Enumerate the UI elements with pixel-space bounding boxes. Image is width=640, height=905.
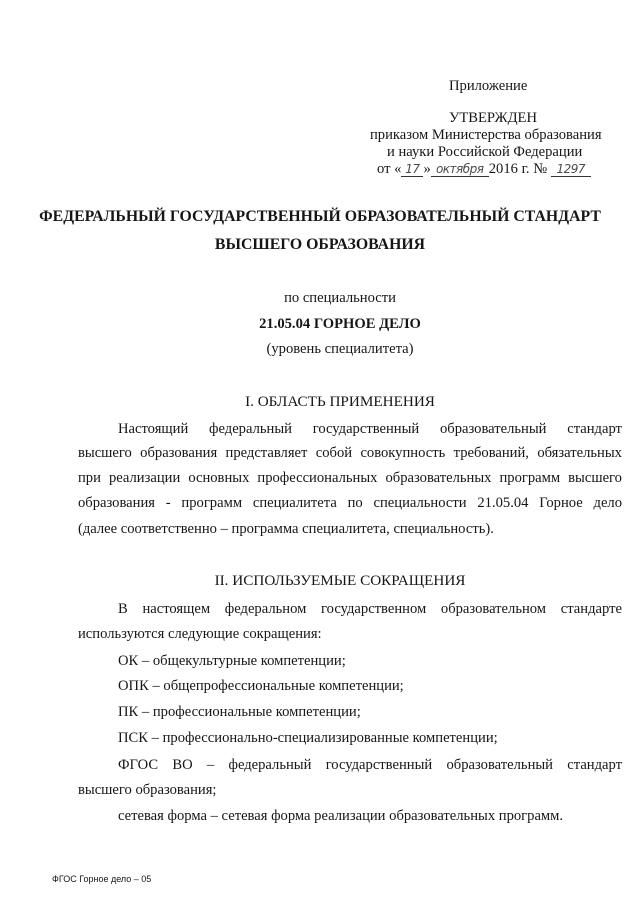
word: при [78, 470, 101, 486]
word: федеральный [228, 757, 312, 773]
section-2-heading: II. ИСПОЛЬЗУЕМЫЕ СОКРАЩЕНИЯ [214, 572, 466, 589]
word: стандарт [567, 757, 622, 773]
word: образовательных [385, 470, 492, 486]
word: государственный [325, 757, 433, 773]
document-title-line-1: ФЕДЕРАЛЬНЫЙ ГОСУДАРСТВЕННЫЙ ОБРАЗОВАТЕЛЬНЫЙ СТАНДАРТ [39, 208, 601, 225]
order-date-line [377, 161, 591, 178]
word: стандарт [567, 421, 622, 437]
order-number-handwritten: 1297 [551, 162, 591, 177]
word: программ [181, 495, 243, 511]
word: по [347, 495, 363, 511]
word: программ [499, 470, 561, 486]
word: образовательном [440, 601, 547, 617]
word: федеральном [224, 601, 307, 617]
word: федеральный [209, 421, 292, 437]
word: высшего [568, 470, 622, 486]
word: образования [140, 445, 218, 461]
approved-label: УТВЕРЖДЕН [449, 110, 537, 126]
abbreviation-psk: ПСК – профессионально-специализированные компетенции; [118, 730, 498, 746]
order-line-2: и науки Российской Федерации [387, 144, 583, 160]
abbreviation-network-form: сетевая форма – сетевая форма реализации образовательных программ. [118, 808, 564, 824]
word: ВО [172, 757, 193, 773]
word: Настоящий [118, 421, 189, 437]
word: основных [188, 470, 250, 486]
date-mid: » [423, 161, 431, 177]
appendix-label: Приложение [449, 78, 528, 94]
abbreviation-fgos-line-1 [118, 756, 622, 774]
word: - [165, 495, 171, 511]
word: высшего [78, 445, 132, 461]
date-month-handwritten: октября [431, 162, 489, 177]
word: государственный [312, 421, 420, 437]
word: специальности [373, 495, 467, 511]
word: профессиональных [257, 470, 378, 486]
word: обязательных [537, 445, 622, 461]
word: образовательный [446, 757, 553, 773]
word: государственном [321, 601, 427, 617]
specialty-level: (уровень специалитета) [266, 341, 414, 357]
date-prefix: от « [377, 161, 402, 177]
abbreviation-ok: ОК – общекультурные компетенции; [118, 653, 346, 669]
word: Горное [539, 495, 583, 511]
order-line-1: приказом Министерства образования [370, 127, 602, 143]
section-1-line-2 [78, 444, 622, 462]
specialty-prefix: по специальности [284, 290, 396, 306]
document-title-line-2: ВЫСШЕГО ОБРАЗОВАНИЯ [214, 236, 426, 253]
word: стандарте [560, 601, 622, 617]
section-1-line-5: (далее соответственно – программа специалитета, специальность). [78, 521, 494, 537]
word: требований, [453, 445, 529, 461]
word: 21.05.04 [477, 495, 529, 511]
word: образования [78, 495, 155, 511]
abbreviation-fgos-line-2: высшего образования; [78, 782, 217, 798]
section-2-intro-line-1 [118, 600, 622, 618]
page-footer: ФГОС Горное дело – 05 [52, 874, 152, 884]
abbreviation-pk: ПК – профессиональные компетенции; [118, 704, 361, 720]
section-1-line-3 [78, 469, 622, 487]
section-1-line-4 [78, 494, 622, 512]
section-1-line-1 [118, 420, 622, 438]
word: представляет [225, 445, 308, 461]
specialty-code-name: 21.05.04 ГОРНОЕ ДЕЛО [259, 316, 421, 332]
word: – [206, 757, 215, 773]
word: реализации [108, 470, 181, 486]
word: специалитета [252, 495, 337, 511]
word: В [118, 601, 128, 617]
date-day-handwritten: 17 [401, 162, 423, 177]
word: совокупность [360, 445, 446, 461]
abbreviation-opk: ОПК – общепрофессиональные компетенции; [118, 678, 404, 694]
section-1-heading: I. ОБЛАСТЬ ПРИМЕНЕНИЯ [245, 393, 435, 410]
word: собой [315, 445, 353, 461]
section-2-intro-line-2: используются следующие сокращения: [78, 626, 322, 642]
word: образовательный [439, 421, 547, 437]
word: дело [593, 495, 622, 511]
word: ФГОС [118, 757, 159, 773]
date-year: 2016 г. № [488, 161, 548, 177]
word: настоящем [142, 601, 211, 617]
